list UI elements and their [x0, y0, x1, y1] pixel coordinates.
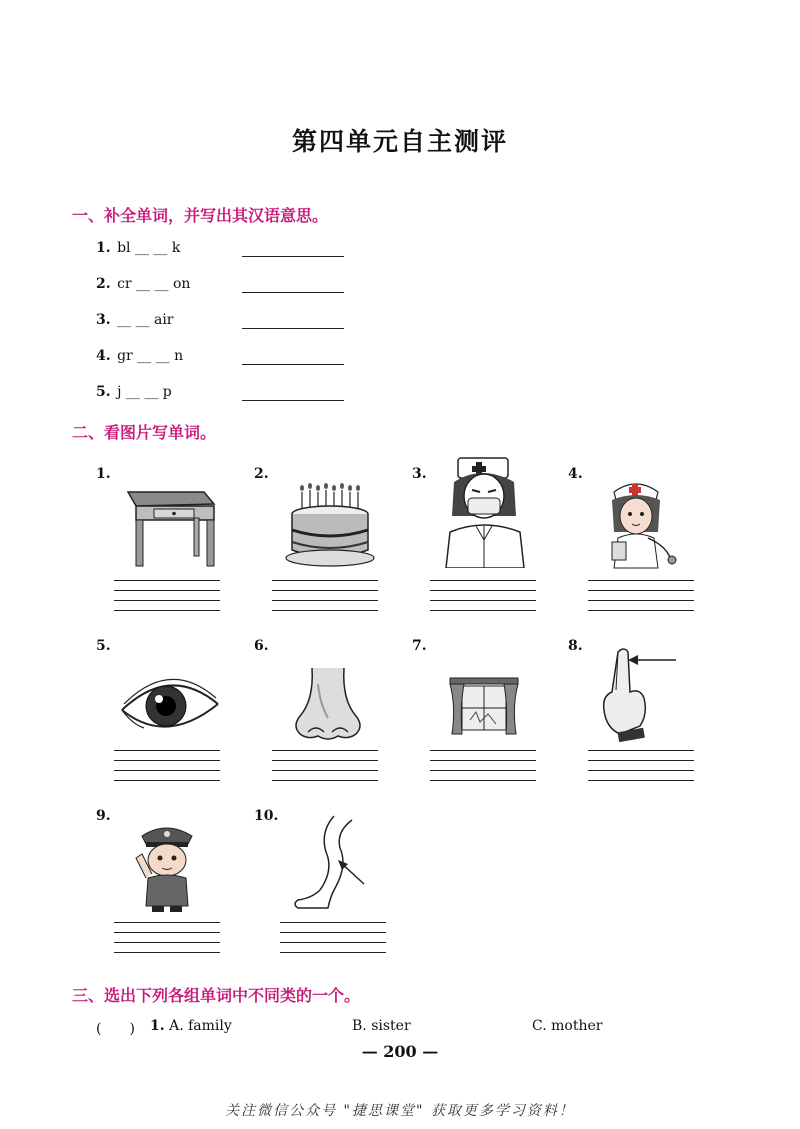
picture-number: 1.	[96, 466, 111, 482]
nose-icon	[288, 664, 392, 760]
item-text: j __ __ p	[117, 384, 172, 400]
answer-line[interactable]	[242, 328, 344, 329]
option-c: C. mother	[532, 1018, 603, 1034]
answer-lines[interactable]	[114, 922, 220, 962]
item-number: 1.	[96, 240, 111, 256]
picture-number: 10.	[254, 808, 279, 824]
answer-bracket[interactable]: ( )	[96, 1021, 135, 1037]
leg-icon	[290, 812, 394, 908]
section-1-heading: 一、补全单词，并写出其汉语意思。	[72, 206, 329, 225]
picture-number: 9.	[96, 808, 111, 824]
picture-number: 8.	[568, 638, 583, 654]
doctor-icon	[436, 456, 540, 552]
answer-lines[interactable]	[272, 580, 378, 620]
answer-lines[interactable]	[272, 750, 378, 790]
section-2-heading: 二、看图片写单词。	[72, 423, 217, 442]
fill-item-5	[96, 384, 172, 400]
item-text: __ __ air	[117, 312, 174, 328]
item-number: 4.	[96, 348, 111, 364]
item-text: cr __ __ on	[117, 276, 191, 292]
answer-line[interactable]	[242, 292, 344, 293]
item-number: 2.	[96, 276, 111, 292]
fill-item-1	[96, 240, 180, 256]
item-number: 3.	[96, 312, 111, 328]
fill-item-4	[96, 348, 183, 364]
fill-item-2	[96, 276, 190, 292]
item-number: 5.	[96, 384, 111, 400]
footer-note: 关注微信公众号 "捷思课堂" 获取更多学习资料！	[225, 1103, 575, 1119]
fill-item-3	[96, 312, 174, 328]
item-text: bl __ __ k	[117, 240, 181, 256]
section-3-heading: 三、选出下列各组单词中不同类的一个。	[72, 986, 361, 1005]
finger-icon	[596, 644, 700, 740]
option-a: A. family	[169, 1018, 232, 1034]
answer-lines[interactable]	[588, 750, 694, 790]
answer-line[interactable]	[242, 400, 344, 401]
answer-lines[interactable]	[430, 580, 536, 620]
police-officer-icon	[132, 818, 236, 914]
picture-number: 7.	[412, 638, 427, 654]
answer-lines[interactable]	[280, 922, 386, 962]
item-text: gr __ __ n	[117, 348, 184, 364]
answer-lines[interactable]	[114, 580, 220, 620]
answer-lines[interactable]	[588, 580, 694, 620]
picture-number: 3.	[412, 466, 427, 482]
desk-icon	[118, 478, 222, 574]
picture-number: 4.	[568, 466, 583, 482]
eye-icon	[118, 664, 222, 760]
answer-lines[interactable]	[430, 750, 536, 790]
question-1	[150, 1018, 232, 1034]
picture-number: 2.	[254, 466, 269, 482]
picture-number: 5.	[96, 638, 111, 654]
nurse-icon	[596, 476, 700, 572]
answer-lines[interactable]	[114, 750, 220, 790]
answer-line[interactable]	[242, 256, 344, 257]
birthday-cake-icon	[278, 478, 382, 574]
page-number: — 200 —	[361, 1042, 439, 1061]
page-title: 第四单元自主测评	[291, 127, 508, 156]
picture-number: 6.	[254, 638, 269, 654]
question-number: 1.	[150, 1018, 165, 1034]
option-b: B. sister	[352, 1018, 411, 1034]
answer-line[interactable]	[242, 364, 344, 365]
